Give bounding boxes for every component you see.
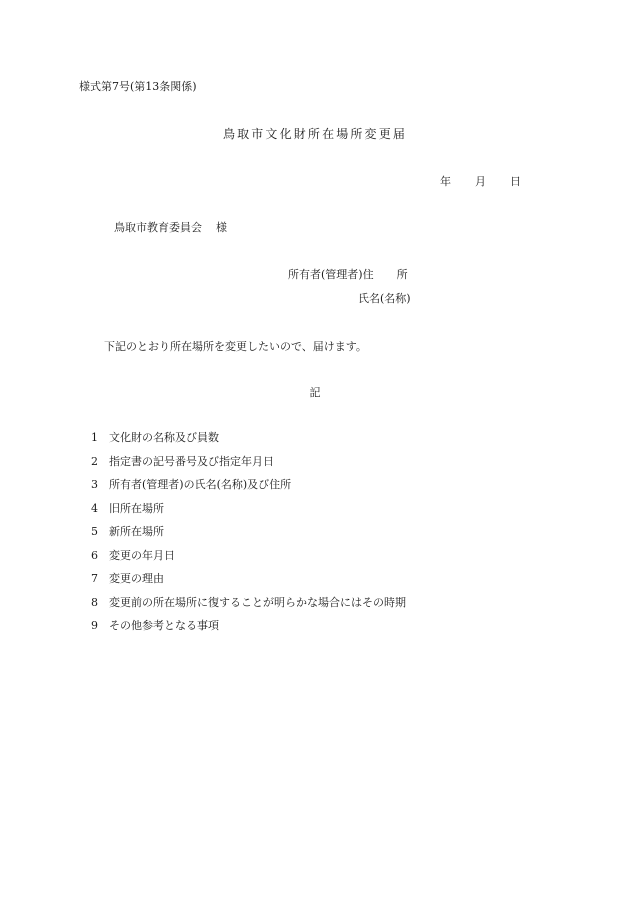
item-number: 2 [91, 454, 98, 468]
item-number: 5 [91, 525, 98, 538]
list-item [91, 550, 406, 574]
form-number: 様式第7号(第13条関係) [79, 80, 197, 93]
item-label: その他参考となる事項 [109, 619, 219, 632]
date-row [440, 176, 521, 187]
list-item [91, 479, 406, 503]
ki-marker: 記 [309, 386, 321, 399]
item-label: 所有者(管理者)の氏名(名称)及び住所 [109, 478, 292, 491]
applicant-address-label-head: 所有者(管理者)住 [288, 268, 374, 281]
item-list [91, 432, 406, 644]
item-number: 1 [91, 431, 98, 444]
applicant-address-label-tail: 所 [396, 268, 408, 281]
document-title: 鳥取市文化財所在場所変更届 [222, 127, 408, 141]
date-year-label: 年 [440, 175, 451, 188]
list-item [91, 432, 406, 456]
list-item [91, 573, 406, 597]
item-label: 指定書の記号番号及び指定年月日 [109, 454, 274, 468]
date-month-label: 月 [475, 175, 486, 188]
item-label: 変更前の所在場所に復することが明らかな場合にはその時期 [109, 595, 406, 609]
applicant-address-label [288, 269, 408, 280]
notice-text: 下記のとおり所在場所を変更したいので、届けます。 [104, 340, 367, 353]
item-number: 9 [91, 619, 98, 632]
list-item [91, 597, 406, 621]
applicant-name-label: 氏名(名称) [358, 292, 411, 305]
recipient [114, 222, 227, 233]
item-label: 文化財の名称及び員数 [109, 431, 219, 444]
item-label: 変更の理由 [109, 572, 164, 585]
recipient-name: 鳥取市教育委員会 [114, 221, 202, 234]
item-number: 8 [91, 595, 98, 609]
item-number: 4 [91, 501, 98, 515]
recipient-honorific: 様 [216, 221, 227, 234]
list-item [91, 620, 406, 644]
item-label: 変更の年月日 [109, 548, 175, 562]
date-day-label: 日 [510, 175, 521, 188]
item-number: 7 [91, 572, 98, 585]
item-number: 3 [91, 478, 98, 491]
list-item [91, 456, 406, 480]
list-item [91, 526, 406, 550]
list-item [91, 503, 406, 527]
item-label: 旧所在場所 [109, 501, 164, 515]
item-number: 6 [91, 548, 98, 562]
item-label: 新所在場所 [109, 525, 164, 538]
